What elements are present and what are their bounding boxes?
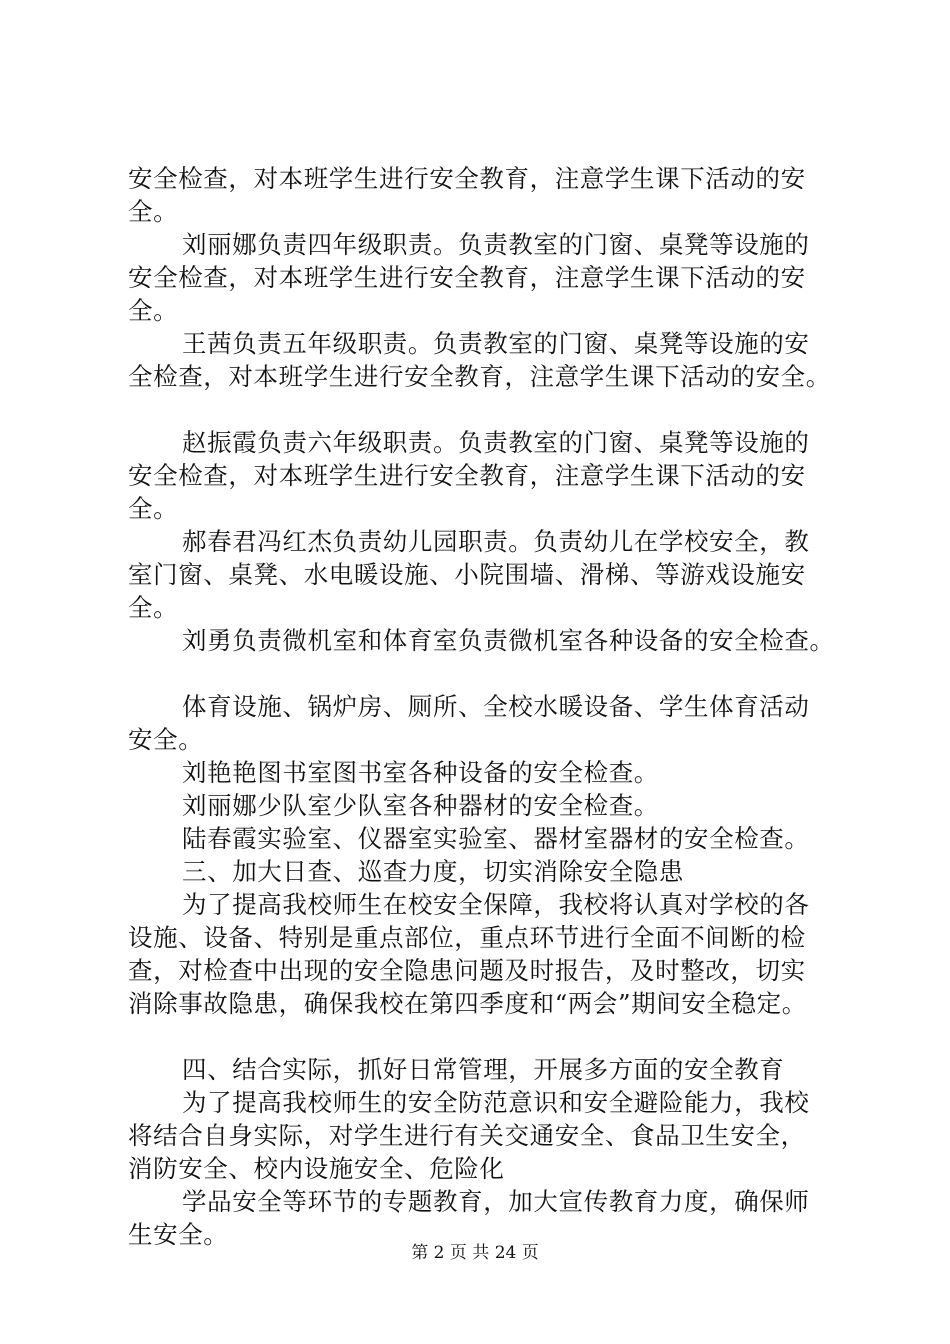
- text-line: 安全检查，对本班学生进行安全教育，注意学生课下活动的安: [128, 263, 806, 292]
- blank-line: [128, 1020, 840, 1053]
- text-line: 设施、设备、特别是重点部位，重点环节进行全面不间断的检: [128, 923, 806, 952]
- text-line: 陆春霞实验室、仪器室实验室、器材室器材的安全检查。: [182, 824, 810, 853]
- text-line: 全。: [128, 494, 179, 523]
- text-line: 查，对检查中出现的安全隐患问题及时报告，及时整改，切实: [128, 956, 806, 985]
- text-line: 安全。: [128, 725, 204, 754]
- text-line: 三、加大日查、巡查力度，切实消除安全隐患: [182, 857, 684, 886]
- text-line: 刘丽娜负责四年级职责。负责教室的门窗、桌凳等设施的: [182, 230, 810, 259]
- text-line: 安全检查，对本班学生进行安全教育，注意学生课下活动的安: [128, 164, 806, 193]
- text-line: 将结合自身实际，对学生进行有关交通安全、食品卫生安全，: [128, 1121, 806, 1150]
- blank-line: [128, 393, 840, 426]
- text-line: 安全检查，对本班学生进行安全教育，注意学生课下活动的安: [128, 461, 806, 490]
- text-line: 为了提高我校师生的安全防范意识和安全避险能力，我校: [182, 1088, 810, 1117]
- page-footer: 第 2 页 共 24 页: [411, 1243, 539, 1263]
- text-line: 体育设施、锅炉房、厕所、全校水暖设备、学生体育活动: [182, 692, 810, 721]
- text-line: 赵振霞负责六年级职责。负责教室的门窗、桌凳等设施的: [182, 428, 810, 457]
- text-line: 生安全。: [128, 1220, 229, 1249]
- text-line: 为了提高我校师生在校安全保障，我校将认真对学校的各: [182, 890, 810, 919]
- text-line: 学品安全等环节的专题教育，加大宣传教育力度，确保师: [182, 1187, 810, 1216]
- text-line: 全。: [128, 197, 179, 226]
- text-line: 四、结合实际，抓好日常管理，开展多方面的安全教育: [182, 1055, 785, 1084]
- text-line: 刘丽娜少队室少队室各种器材的安全检查。: [182, 791, 659, 820]
- text-line: 刘艳艳图书室图书室各种设备的安全检查。: [182, 758, 659, 787]
- text-line: 刘勇负责微机室和体育室负责微机室各种设备的安全检查。: [182, 626, 835, 655]
- text-line: 王茜负责五年级职责。负责教室的门窗、桌凳等设施的安: [182, 329, 810, 358]
- document-body: [128, 162, 840, 1251]
- text-line: 全。: [128, 593, 179, 622]
- text-line: 郝春君冯红杰负责幼儿园职责。负责幼儿在学校安全，教: [182, 527, 810, 556]
- blank-line: [128, 657, 840, 690]
- text-line: 室门窗、桌凳、水电暖设施、小院围墙、滑梯、等游戏设施安: [128, 560, 806, 589]
- text-line: 消除事故隐患，确保我校在第四季度和“两会”期间安全稳定。: [128, 989, 807, 1018]
- text-line: 全。: [128, 296, 179, 325]
- text-line: 消防安全、校内设施安全、危险化: [128, 1154, 505, 1183]
- text-line: 全检查，对本班学生进行安全教育，注意学生课下活动的安全。: [128, 362, 831, 391]
